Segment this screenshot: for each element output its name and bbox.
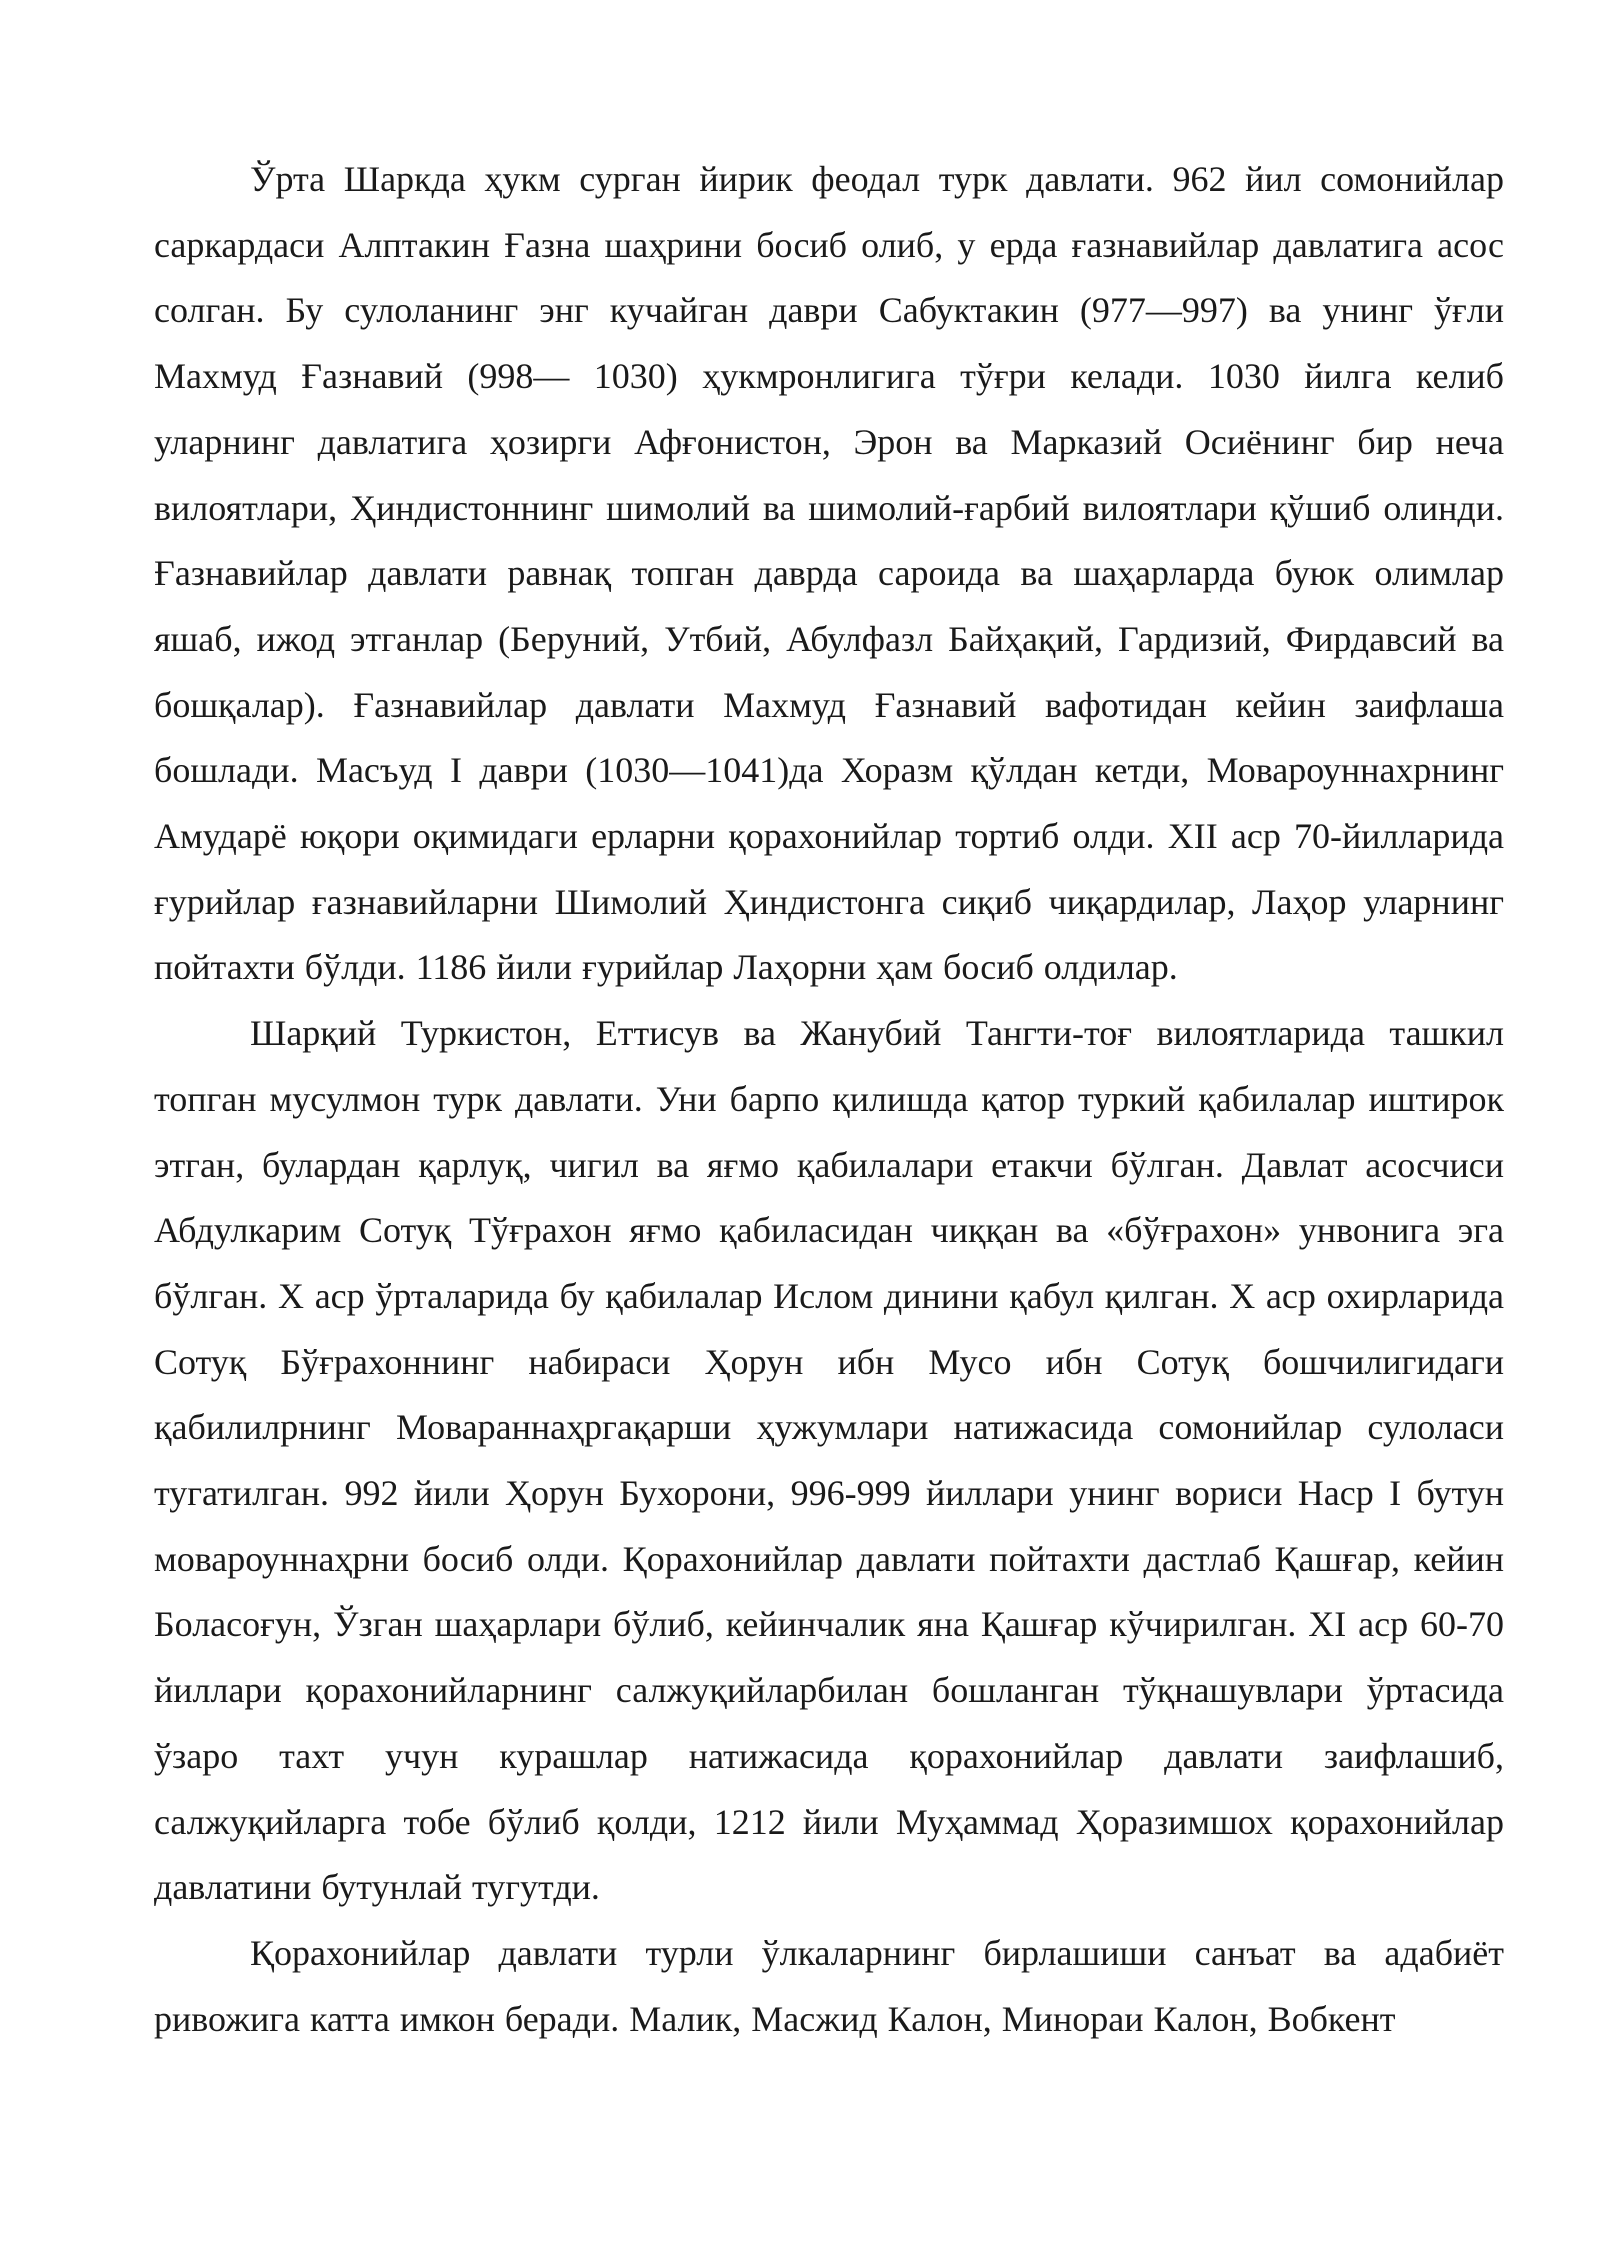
paragraph-karakhanid-culture: Қорахонийлар давлати турли ўлкаларнинг бирлашиши санъат ва адабиёт ривожига катта имкон беради. Малик, Масжид Калон, Минораи Калон, Вобкент xyxy=(154,1932,1504,2039)
document-page xyxy=(154,147,1504,2052)
paragraph-karakhanids: Шарқий Туркистон, Еттисув ва Жанубий Тангти-тоғ вилоятларида ташкил топган мусулмон турк давлати. Уни барпо қилишда қатор туркий қабилалар иштирок этган, булардан қарлуқ, чигил ва яғмо қабилалари етакчи бўлган. Давлат асосчиси Абдулкарим Сотуқ Тўғрахон яғмо қабиласидан чиққан ва «бўғрахон» унвонига эга бўлган. X аср ўрталарида бу қабилалар Ислом динини қабул қилган. X аср охирларида Сотуқ Бўғрахоннинг набираси Ҳорун ибн Мусо ибн Сотуқ бошчилигидаги қабилилрнинг Мовараннаҳргақарши ҳужумлари натижасида сомонийлар сулоласи тугатилган. 992 йили Ҳорун Бухорони, 996-999 йиллари унинг вориси Наср I бутун мовароуннаҳрни босиб олди. Қорахонийлар давлати пойтахти дастлаб Қашғар, кейин Боласоғун, Ўзган шаҳарлари бўлиб, кейинчалик яна Қашғар кўчирилган. XI аср 60-70 йиллари қорахонийларнинг салжуқийларбилан бошланган тўқнашувлари ўртасида ўзаро тахт учун курашлар натижасида қорахонийлар давлати заифлашиб, салжуқийларга тобе бўлиб қолди, 1212 йили Муҳаммад Ҳоразимшох қорахонийлар давлатини бутунлай тугутди. xyxy=(154,1013,1504,1908)
paragraph-ghaznavids: Ўрта Шаркда ҳукм сурган йирик феодал турк давлати. 962 йил сомонийлар саркардаси Алптакин Ғазна шаҳрини босиб олиб, у ерда ғазнавийлар давлатига асос солган. Бу сулоланинг энг кучайган даври Сабуктакин (977—997) ва унинг ўғли Махмуд Ғазнавий (998— 1030) ҳукмронлигига тўғри келади. 1030 йилга келиб уларнинг давлатига ҳозирги Афғонистон, Эрон ва Марказий Осиёнинг бир неча вилоятлари, Ҳиндистоннинг шимолий ва шимолий-ғарбий вилоятлари қўшиб олинди. Ғазнавийлар давлати равнақ топган даврда сароида ва шаҳарларда буюк олимлар яшаб, ижод этганлар (Беруний, Утбий, Абулфазл Байҳақий, Гардизий, Фирдавсий ва бошқалар). Ғазнавийлар давлати Махмуд Ғазнавий вафотидан кейин заифлаша бошлади. Масъуд I даври (1030—1041)да Хоразм қўлдан кетди, Мовароуннахрнинг Амударё юқори оқимидаги ерларни қорахонийлар тортиб олди. XII аср 70-йилларида ғурийлар ғазнавийларни Шимолий Ҳиндистонга сиқиб чиқардилар, Лаҳор уларнинг пойтахти бўлди. 1186 йили ғурийлар Лаҳорни ҳам босиб олдилар. xyxy=(154,159,1504,988)
